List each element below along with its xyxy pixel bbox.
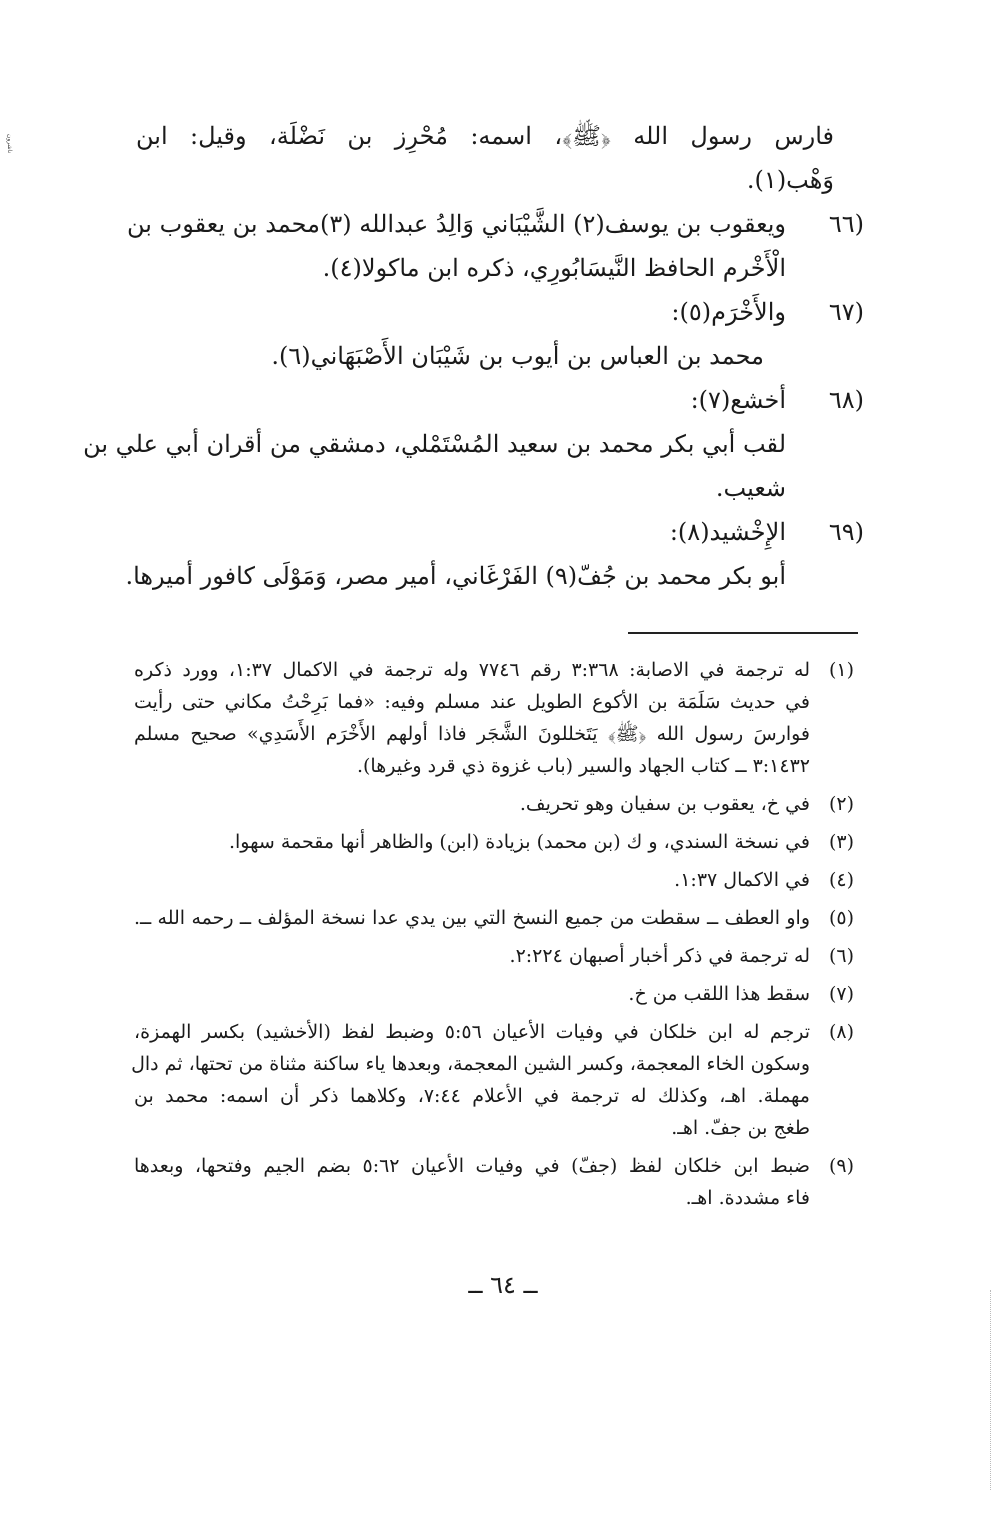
entry-number: (٦٨ [828,386,864,414]
footnote-line [134,686,854,718]
footnotes [131,654,854,1214]
footnote-text: مهملة. اهـ، وكذلك له ترجمة في الأعلام ٧:٤٤، وكلاهما ذكر أن اسمه: محمد بن [134,1085,810,1107]
footnote-5 [134,902,854,934]
footnote-number: (٢) [828,793,854,815]
text-line [136,158,864,202]
footnote-1 [134,654,854,686]
footnote-line [131,1048,854,1080]
footnote-text: ٣:١٤٣٢ ــ كتاب الجهاد والسير (باب غزوة ذي قرد وغيرها). [356,755,810,777]
text-line [136,246,864,290]
entry-number: (٦٩ [828,518,864,546]
footnote-9 [134,1150,854,1182]
footnote-separator [628,632,858,634]
entry-number: (٦٦ [828,210,864,238]
entry-text: أبو بكر محمد بن جُفّ(٩) الفَرْغَاني، أمير مصر، وَمَوْلَى كافور أميرها. [125,562,786,590]
intro-line: وَهْب(١). [746,166,834,194]
margin-stamp: ناشرون [6,134,13,154]
entry-66 [127,202,864,246]
text-line [136,334,864,378]
footnote-number: (٦) [828,945,854,967]
footnote-text: طغج بن جفّ. اهـ. [671,1117,810,1139]
main-text [83,114,864,598]
footnote-text: واو العطف ــ سقطت من جميع النسخ التي بين يدي عدا نسخة المؤلف ــ رحمه الله ــ. [134,907,810,929]
footnote-number: (٩) [828,1155,854,1177]
entry-text: محمد بن العباس بن أيوب بن شَيْبَان الأَصْبَهَاني(٦). [271,342,764,370]
footnote-8 [134,1016,854,1048]
text-line [125,554,864,598]
entry-68 [136,378,864,422]
footnote-text: في حديث سَلَمَة بن الأكوع الطويل عند مسلم وفيه: «فما بَرِحْتُ مكاني حتى رأيت [134,691,810,713]
text-line [136,466,864,510]
footnote-line [134,718,854,750]
footnote-6 [134,940,854,972]
entry-number: (٦٧ [828,298,864,326]
entry-text: ويعقوب بن يوسف(٢) الشَّيْبَاني وَالِدُ عبدالله (٣)محمد بن يعقوب بن [127,210,786,238]
footnote-line [134,1182,854,1214]
text-line [136,114,864,158]
footnote-text: ترجم له ابن خلكان في وفيات الأعيان ٥:٥٦ وضبط لفظ (الأخشيد) بكسر الهمزة، [134,1021,810,1043]
footnote-text: وسكون الخاء المعجمة، وكسر الشين المعجمة، وبعدها ياء ساكنة مثناة من تحتها، ثم دال [131,1053,810,1075]
footnote-text: فاء مشددة. اهـ. [685,1187,810,1209]
entry-text: لقب أبي بكر محمد بن سعيد المُسْتَمْلي، دمشقي من أقران أبي علي بن [83,430,786,458]
footnote-text: له ترجمة في ذكر أخبار أصبهان ٢:٢٢٤. [509,945,810,967]
footnote-text: في الاكمال ١:٣٧. [674,869,810,891]
footnote-3 [134,826,854,858]
page-number: ــ ٦٤ ــ [468,1271,538,1299]
intro-line: فارس رسول الله ﴿ﷺ﴾، اسمه: مُحْرِز بن نَضْلَة، وقيل: ابن [136,122,834,150]
entry-heading: الإِخْشيد(٨): [669,518,786,546]
entry-text: شعيب. [715,474,786,502]
footnote-7 [134,978,854,1010]
footnote-number: (٧) [828,983,854,1005]
footnote-number: (٨) [828,1021,854,1043]
footnote-line [134,750,854,782]
footnote-text: سقط هذا اللقب من خ. [628,983,810,1005]
footnote-number: (١) [828,659,854,681]
entry-heading: أخشع(٧): [690,386,786,414]
footnote-number: (٤) [828,869,854,891]
footnote-text: له ترجمة في الاصابة: ٣:٣٦٨ رقم ٧٧٤٦ وله ترجمة في الاكمال ١:٣٧، وورد ذكره [134,659,811,681]
footnote-line [134,1112,854,1144]
footnote-number: (٣) [828,831,854,853]
entry-69 [136,510,864,554]
footnote-4 [134,864,854,896]
margin-rule [990,1290,992,1490]
footnote-text: فوارسَ رسول الله ﴿ﷺ﴾ يَتَخللونَ الشَّجَر فاذا أولهم الأَخْرَم الأَسَدِي» صحيح مسلم [134,723,810,745]
footnote-text: ضبط ابن خلكان لفظ (جفّ) في وفيات الأعيان ٥:٦٢ بضم الجيم وفتحها، وبعدها [134,1155,810,1177]
entry-67 [136,290,864,334]
entry-heading: والأَخْرَم(٥): [671,298,786,326]
footnote-line [134,1080,854,1112]
footnote-text: في خ، يعقوب بن سفيان وهو تحريف. [519,793,810,815]
footnote-2 [134,788,854,820]
footnote-text: في نسخة السندي، و ك (بن محمد) بزيادة (ابن) والظاهر أنها مقحمة سهوا. [228,831,810,853]
footnote-number: (٥) [828,907,854,929]
entry-text: الْأَخْرم الحافظ النَّيسَابُورِي، ذكره ابن ماكولا(٤). [322,254,786,282]
text-line [83,422,864,466]
